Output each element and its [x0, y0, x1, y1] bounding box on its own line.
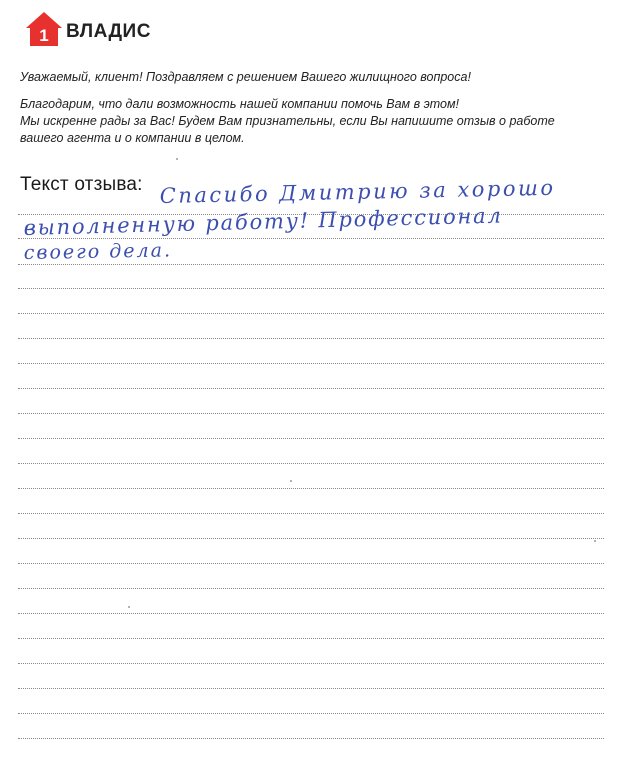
intro-line: Мы искренне рады за Вас! Будем Вам признательны, если Вы напишите отзыв о работе [20, 114, 555, 128]
writing-line [18, 613, 604, 614]
logo-badge-text: 1 [39, 26, 49, 45]
writing-line [18, 264, 604, 265]
brand-name: ВЛАДИС [66, 21, 151, 42]
handwritten-review-line: своего дела. [23, 239, 173, 264]
scan-speck [176, 158, 178, 160]
intro-line: вашего агента и о компании в целом. [20, 131, 245, 145]
writing-line [18, 488, 604, 489]
writing-line [18, 238, 604, 239]
writing-line [18, 338, 604, 339]
writing-line [18, 688, 604, 689]
writing-line [18, 363, 604, 364]
writing-line [18, 388, 604, 389]
writing-line [18, 738, 604, 739]
intro-line: Благодарим, что дали возможность нашей компании помочь Вам в этом! [20, 97, 460, 111]
writing-line [18, 463, 604, 464]
scan-speck [128, 606, 130, 608]
writing-line [18, 663, 604, 664]
writing-line [18, 513, 604, 514]
handwritten-review-line: выполненную работу! Профессионал [23, 203, 503, 240]
writing-line [18, 713, 604, 714]
writing-line [18, 413, 604, 414]
writing-line [18, 588, 604, 589]
handwritten-review-line: Спасибо Дмитрию за хорошо [159, 175, 556, 208]
scan-speck [290, 480, 292, 482]
scan-speck [594, 540, 596, 542]
writing-line [18, 288, 604, 289]
writing-line [18, 538, 604, 539]
review-label: Текст отзыва: [20, 174, 143, 195]
writing-line [18, 563, 604, 564]
writing-lines [18, 0, 604, 768]
greeting-text: Уважаемый, клиент! Поздравляем с решением Вашего жилищного вопроса! [20, 70, 471, 84]
writing-line [18, 638, 604, 639]
writing-line [18, 438, 604, 439]
writing-line [18, 313, 604, 314]
